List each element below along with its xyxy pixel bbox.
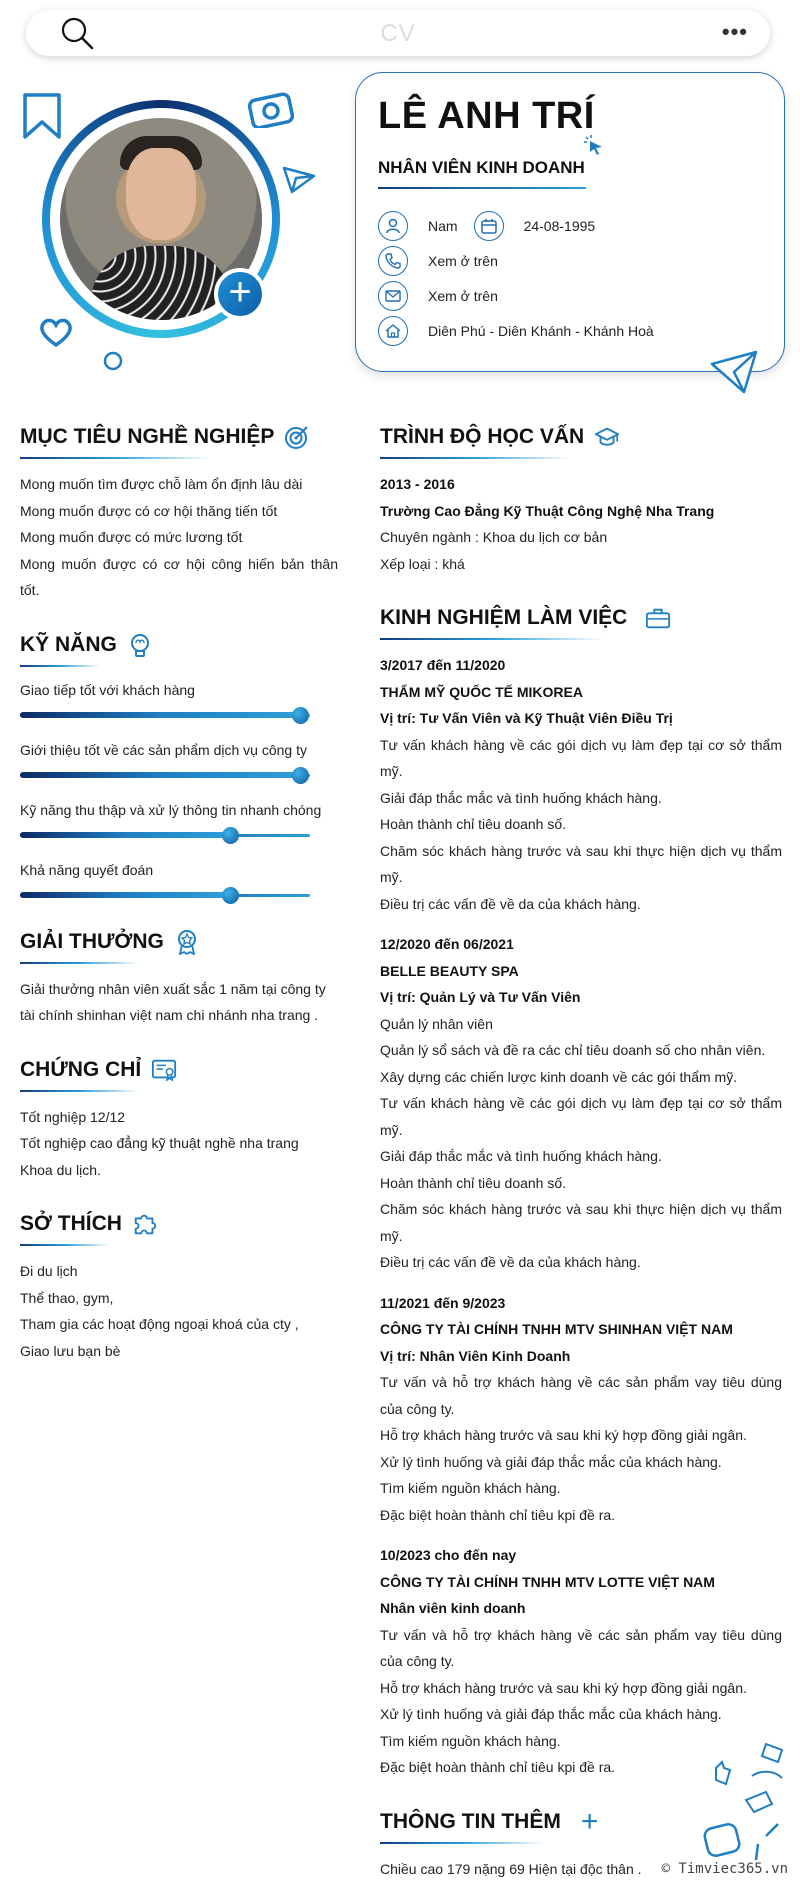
hobbies-section	[20, 1207, 338, 1364]
certificate-line: Tốt nghiệp 12/12	[20, 1108, 126, 1125]
job-period: 3/2017 đến 11/2020	[380, 657, 506, 673]
job-duty: Tư vấn và hỗ trợ khách hàng về các sản phẩm vay tiêu dùng của công ty.	[380, 1374, 782, 1417]
job-duty: Tư vấn khách hàng về các gói dịch vụ làm đẹp tại cơ sở thẩm mỹ.	[380, 1095, 782, 1138]
certificates-section	[20, 1053, 338, 1184]
objective-section	[20, 420, 338, 604]
skills-title: KỸ NĂNG	[20, 632, 117, 656]
experience-title: KINH NGHIỆM LÀM VIỆC	[380, 606, 628, 629]
job-period: 12/2020 đến 06/2021	[380, 936, 514, 952]
medal-icon	[174, 929, 200, 955]
job-duty: Giải đáp thắc mắc và tình huống khách hàng.	[380, 789, 662, 806]
awards-title: GIẢI THƯỞNG	[20, 929, 164, 953]
gender-birthday-row	[378, 211, 595, 241]
objective-line: Mong muốn được có mức lương tốt	[20, 529, 243, 545]
job-position: Nhân viên kinh doanh	[380, 1600, 526, 1616]
education-period: 2013 - 2016	[380, 476, 455, 492]
graduation-cap-icon	[594, 424, 620, 450]
address-value: Diên Phú - Diên Khánh - Khánh Hoà	[428, 323, 654, 339]
hobbies-title: SỞ THÍCH	[20, 1212, 122, 1235]
job-entry	[380, 1290, 782, 1529]
job-duty: Hoàn thành chỉ tiêu doanh số.	[380, 1174, 567, 1191]
job-entry	[380, 931, 782, 1276]
home-icon	[378, 316, 408, 346]
birthday-value: 24-08-1995	[523, 218, 596, 234]
phone-row	[378, 246, 498, 276]
job-duty: Điều trị các vấn đề về da của khách hàng.	[380, 895, 641, 912]
right-column	[380, 420, 782, 1881]
job-duty: Giải đáp thắc mắc và tình huống khách hàng.	[380, 1148, 662, 1164]
job-duty: Tư vấn khách hàng về các gói dịch vụ làm đẹp tại cơ sở thẩm mỹ.	[380, 736, 782, 779]
job-company: CÔNG TY TÀI CHÍNH TNHH MTV LOTTE VIỆT NAM	[380, 1573, 715, 1590]
page-title: CV	[380, 20, 416, 47]
job-position: Vị trí: Tư Vấn Viên và Kỹ Thuật Viên Điều Trị	[380, 710, 673, 726]
job-period: 10/2023 cho đến nay	[380, 1547, 517, 1563]
education-title: TRÌNH ĐỘ HỌC VẤN	[380, 425, 585, 448]
skill-bar	[20, 831, 338, 841]
address-row	[378, 316, 654, 346]
job-company: THẨM MỸ QUỐC TẾ MIKOREA	[380, 683, 583, 700]
skills-section	[20, 628, 338, 901]
phone-icon	[378, 246, 408, 276]
calendar-icon	[474, 211, 504, 241]
objective-line: Mong muốn được có cơ hội công hiến bản thân tốt.	[20, 555, 338, 598]
role-divider	[378, 187, 586, 189]
job-position: Vị trí: Nhân Viên Kinh Doanh	[380, 1347, 571, 1364]
left-column	[20, 420, 338, 1388]
education-major: Chuyên ngành : Khoa du lịch cơ bản	[380, 529, 608, 545]
extra-title: THÔNG TIN THÊM	[380, 1809, 561, 1833]
job-duty: Xử lý tình huống và giải đáp thắc mắc của khách hàng.	[380, 1706, 722, 1722]
email-icon	[378, 281, 408, 311]
social-doodle-icon	[696, 1740, 792, 1866]
plus-icon[interactable]: +	[580, 1804, 599, 1838]
skill-knob	[292, 707, 309, 724]
bulb-icon	[127, 632, 153, 658]
job-company: BELLE BEAUTY SPA	[380, 962, 519, 979]
job-duty: Hoàn thành chỉ tiêu doanh số.	[380, 816, 567, 832]
job-position: Vị trí: Quản Lý và Tư Vấn Viên	[380, 989, 581, 1005]
certificate-line: Tốt nghiệp cao đẳng kỹ thuật nghề nha trang	[20, 1135, 299, 1151]
job-company: CÔNG TY TÀI CHÍNH TNHH MTV SHINHAN VIỆT NAM	[380, 1321, 733, 1337]
paper-plane-icon	[710, 350, 758, 396]
certificate-line: Khoa du lịch.	[20, 1161, 101, 1178]
certificates-title: CHỨNG CHỈ	[20, 1057, 142, 1081]
job-duty: Chăm sóc khách hàng trước và sau khi thực hiện dịch vụ thẩm mỹ.	[380, 842, 782, 885]
job-duty: Đặc biệt hoàn thành chỉ tiêu kpi đề ra.	[380, 1506, 616, 1523]
profile-card	[355, 72, 785, 372]
avatar-section	[20, 88, 320, 368]
skill-label: Giao tiếp tốt với khách hàng	[20, 681, 195, 698]
email-value: Xem ở trên	[428, 288, 498, 304]
skill-label: Khả năng quyết đoán	[20, 861, 154, 878]
hobby-line: Thể thao, gym,	[20, 1289, 114, 1306]
job-duty: Tìm kiếm nguồn khách hàng.	[380, 1732, 561, 1749]
watermark: © Timviec365.vn	[661, 1861, 788, 1877]
job-entry	[380, 652, 782, 917]
skill-label: Kỹ năng thu thập và xử lý thông tin nhanh chóng	[20, 801, 322, 818]
skill-item	[20, 799, 338, 841]
experience-section	[380, 601, 782, 1781]
gender-icon	[378, 211, 408, 241]
paper-plane-icon	[282, 164, 316, 194]
skill-knob	[292, 767, 309, 784]
skill-label: Giới thiệu tốt về các sản phẩm dịch vụ công ty	[20, 741, 307, 758]
circle-deco-icon	[102, 350, 124, 372]
education-section	[380, 420, 782, 577]
candidate-name: LÊ ANH TRÍ	[378, 95, 595, 137]
add-photo-button[interactable]: +	[214, 268, 266, 320]
job-duty: Tư vấn và hỗ trợ khách hàng về các sản phẩm vay tiêu dùng của công ty.	[380, 1626, 782, 1669]
objective-line: Mong muốn được có cơ hội thăng tiến tốt	[20, 502, 278, 519]
skill-item	[20, 679, 338, 721]
bookmark-icon	[22, 92, 62, 140]
top-bar	[26, 10, 770, 56]
hobby-line: Giao lưu bạn bè	[20, 1342, 121, 1359]
puzzle-icon	[132, 1211, 158, 1237]
job-duty: Tìm kiếm nguồn khách hàng.	[380, 1480, 561, 1496]
gender-value: Nam	[428, 218, 458, 234]
job-duty: Điều trị các vấn đề về da của khách hàng.	[380, 1254, 641, 1270]
job-duty: Quản lý nhân viên	[380, 1015, 493, 1032]
skill-knob	[222, 827, 239, 844]
education-school: Trường Cao Đẳng Kỹ Thuật Công Nghệ Nha Trang	[380, 502, 715, 519]
heart-icon	[38, 316, 74, 348]
hobby-line: Đi du lịch	[20, 1263, 78, 1279]
hobby-line: Tham gia các hoạt động ngoại khoá của cty ,	[20, 1316, 299, 1332]
job-duty: Xây dựng các chiến lược kinh doanh về các gói thẩm mỹ.	[380, 1068, 738, 1085]
phone-value: Xem ở trên	[428, 253, 498, 269]
job-duty: Chăm sóc khách hàng trước và sau khi thực hiện dịch vụ thẩm mỹ.	[380, 1201, 782, 1244]
skill-item	[20, 859, 338, 901]
objective-title: MỤC TIÊU NGHỀ NGHIỆP	[20, 425, 275, 448]
job-duty: Đặc biệt hoàn thành chỉ tiêu kpi đề ra.	[380, 1759, 616, 1775]
candidate-role: NHÂN VIÊN KINH DOANH	[378, 158, 585, 177]
skill-bar	[20, 771, 338, 781]
skill-bar	[20, 711, 338, 721]
job-duty: Hỗ trợ khách hàng trước và sau khi ký hợp đồng giải ngân.	[380, 1679, 747, 1696]
more-icon[interactable]: •••	[721, 19, 748, 44]
job-duty: Quản lý sổ sách và đề ra các chỉ tiêu doanh số cho nhân viên.	[380, 1042, 766, 1058]
skill-knob	[222, 887, 239, 904]
cursor-click-icon	[582, 133, 606, 157]
education-grade: Xếp loại : khá	[380, 555, 465, 572]
awards-text: Giải thưởng nhân viên xuất sắc 1 năm tại công ty tài chính shinhan việt nam chi nhánh nha trang .	[20, 980, 326, 1023]
awards-section	[20, 925, 338, 1029]
extra-text: Chiều cao 179 nặng 69 Hiện tại độc thân .	[380, 1860, 642, 1877]
target-icon	[284, 424, 310, 450]
briefcase-icon	[645, 605, 671, 631]
camera-icon	[248, 88, 294, 128]
certificate-icon	[151, 1057, 177, 1083]
objective-line: Mong muốn tìm được chỗ làm ổn định lâu dài	[20, 476, 303, 492]
email-row	[378, 281, 498, 311]
job-duty: Hỗ trợ khách hàng trước và sau khi ký hợp đồng giải ngân.	[380, 1427, 747, 1443]
skill-item	[20, 739, 338, 781]
skill-bar	[20, 891, 338, 901]
job-duty: Xử lý tình huống và giải đáp thắc mắc của khách hàng.	[380, 1453, 722, 1470]
job-period: 11/2021 đến 9/2023	[380, 1294, 506, 1311]
